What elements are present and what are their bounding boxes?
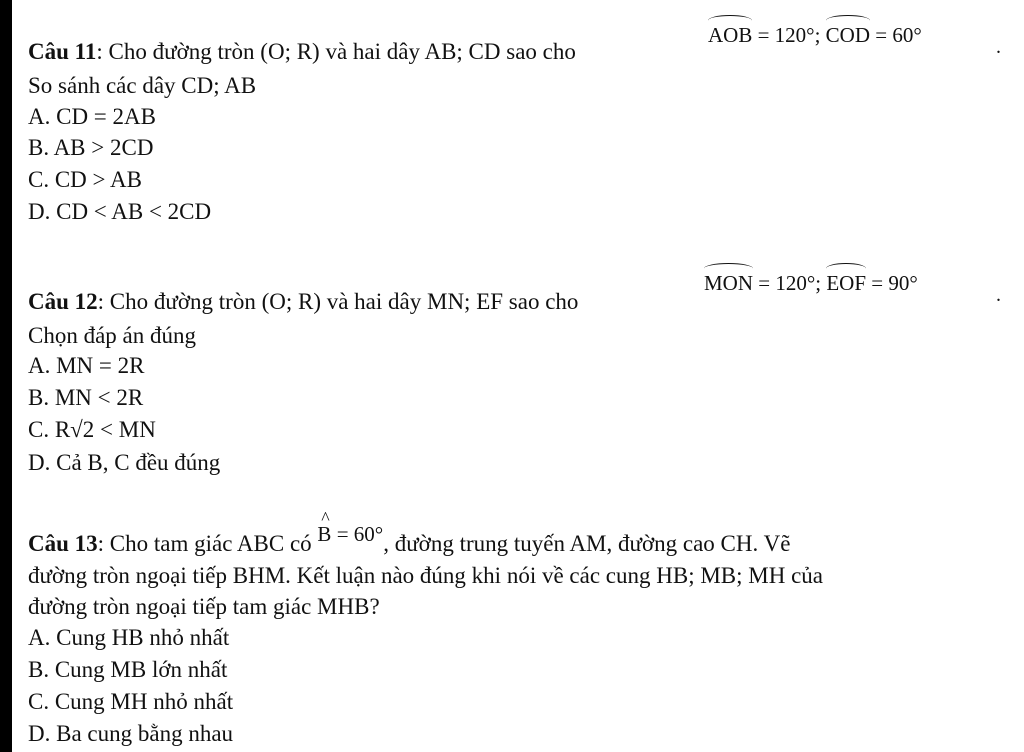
q12-arc-eof: EOF bbox=[826, 271, 867, 295]
q12-option-a: A. MN = 2R bbox=[28, 353, 145, 378]
q13-option-d: D. Ba cung bằng nhau bbox=[28, 721, 234, 746]
q11-stem bbox=[28, 38, 576, 66]
q11-arc-cod: COD bbox=[825, 23, 871, 47]
q13-stem-text-b: , đường trung tuyến AM, đường cao CH. Vẽ bbox=[383, 531, 791, 556]
q12-given bbox=[704, 270, 918, 296]
q13-stem-text-a: : Cho tam giác ABC có bbox=[97, 531, 318, 556]
q12-val1: = 120°; bbox=[753, 271, 827, 295]
q11-option-d: D. CD < AB < 2CD bbox=[28, 199, 212, 224]
q13-angle-b: ^ B bbox=[317, 520, 331, 548]
q12-stem bbox=[28, 288, 578, 316]
q11-option-a: A. CD = 2AB bbox=[28, 104, 156, 129]
q11-stem-text: : Cho đường tròn (O; R) và hai dây AB; CD sao cho bbox=[96, 39, 576, 64]
q12-period: . bbox=[996, 284, 1001, 306]
left-edge-bar bbox=[0, 0, 12, 752]
q13-option-b: B. Cung MB lớn nhất bbox=[28, 657, 228, 682]
q11-val2: = 60° bbox=[870, 23, 922, 47]
q13-line2: đường tròn ngoại tiếp BHM. Kết luận nào đúng khi nói về các cung HB; MB; MH của bbox=[28, 563, 824, 588]
q12-line2: Chọn đáp án đúng bbox=[28, 323, 197, 348]
q11-line2: So sánh các dây CD; AB bbox=[28, 73, 257, 98]
q11-arc-aob: AOB bbox=[708, 23, 753, 47]
q12-val2: = 90° bbox=[866, 271, 918, 295]
q11-period: . bbox=[996, 36, 1001, 58]
q13-option-c: C. Cung MH nhỏ nhất bbox=[28, 689, 234, 714]
q13-label: Câu 13 bbox=[28, 531, 98, 556]
q13-option-a: A. Cung HB nhỏ nhất bbox=[28, 625, 230, 650]
q12-label: Câu 12 bbox=[28, 289, 98, 314]
q13-line3: đường tròn ngoại tiếp tam giác MHB? bbox=[28, 594, 380, 619]
q13-stem bbox=[28, 522, 791, 558]
q11-val1: = 120°; bbox=[752, 23, 826, 47]
q13-val: = 60° bbox=[331, 522, 384, 546]
q12-stem-text: : Cho đường tròn (O; R) và hai dây MN; EF sao cho bbox=[97, 289, 579, 314]
q11-option-b: B. AB > 2CD bbox=[28, 135, 154, 160]
q11-option-c: C. CD > AB bbox=[28, 167, 142, 192]
q13-given bbox=[317, 522, 383, 546]
q11-label: Câu 11 bbox=[28, 39, 97, 64]
q11-given bbox=[708, 22, 922, 48]
q12-option-c: C. R√2 < MN bbox=[28, 417, 156, 442]
q12-option-b: B. MN < 2R bbox=[28, 385, 144, 410]
q12-option-d: D. Cả B, C đều đúng bbox=[28, 450, 221, 475]
q12-arc-mon: MON bbox=[704, 271, 754, 295]
